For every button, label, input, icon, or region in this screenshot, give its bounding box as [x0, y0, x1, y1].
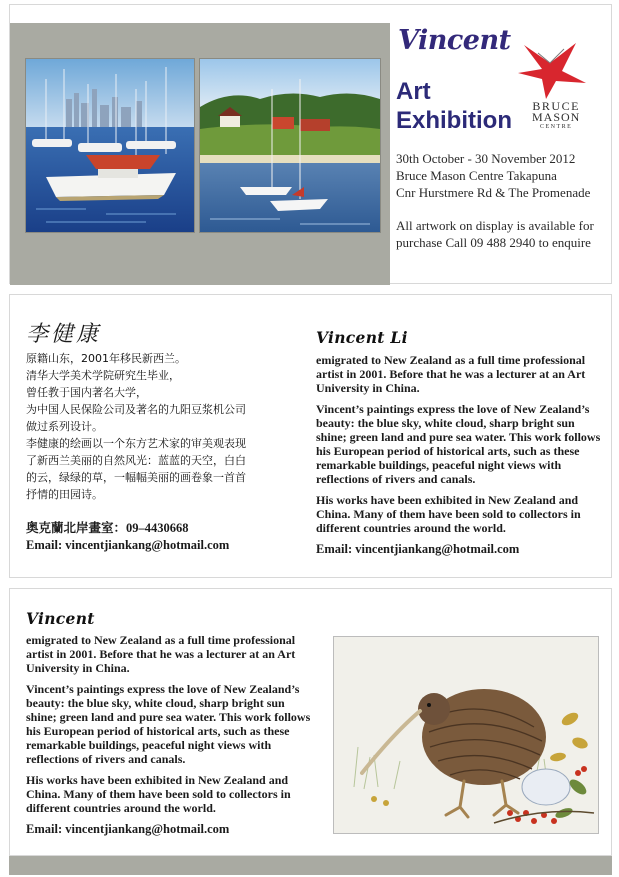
- event-address: Cnr Hurstmere Rd & The Promenade: [396, 185, 591, 200]
- kiwi-painting-image: [334, 637, 598, 833]
- bottom-bio-paragraph: Vincent’s paintings express the love of New Zealand’s beauty: the blue sky, white cloud, sharp bright sun shine; green land and pure sea water. This work follows his European period of historical arts, such as these remarkable buildings, peaceful night views with reflections of rivers and canals.: [26, 682, 311, 766]
- event-dates: 30th October - 30 November 2012: [396, 151, 576, 166]
- chinese-bio-line: 清华大学美术学院研究生毕业，: [26, 369, 180, 382]
- bio-card-bilingual: [9, 294, 612, 578]
- exhibition-header-card: [9, 4, 612, 284]
- chinese-bio-line: 做过系列设计。: [26, 420, 103, 433]
- english-name: Vincent Li: [316, 328, 408, 347]
- title-line-art: Art: [396, 78, 431, 105]
- english-bio-paragraph: His works have been exhibited in New Zealand and China. Many of them have been sold to collectors in different countries around the world.: [316, 493, 581, 535]
- chinese-bio-line: 了新西兰美丽的自然风光：蓝蓝的天空，白白: [26, 454, 246, 467]
- english-bio-paragraph: Vincent’s paintings express the love of New Zealand’s beauty: the blue sky, white cloud, sharp bright sun shine; green land and pure sea water. This work follows his European period of historical arts, such as these remarkable buildings, peaceful night views with reflections of rivers and canals.: [316, 402, 601, 486]
- chinese-bio-line: 抒情的田园诗。: [26, 488, 103, 501]
- english-email[interactable]: Email: vincentjiankang@hotmail.com: [316, 542, 520, 556]
- red-star-icon: [516, 41, 588, 101]
- bottom-bio-paragraph: emigrated to New Zealand as a full time professional artist in 2001. Before that he was a lecturer at an Art University in China.: [26, 633, 296, 675]
- venue-logo-line3: CENTRE: [540, 124, 573, 130]
- chinese-bio: [26, 350, 309, 503]
- event-venue: Bruce Mason Centre Takapuna: [396, 168, 557, 183]
- bottom-bio-paragraph: His works have been exhibited in New Zealand and China. Many of them have been sold to collectors in different countries around the world.: [26, 773, 291, 815]
- title-line-exhibition: Exhibition: [396, 107, 512, 134]
- bottom-bio: [26, 633, 318, 843]
- chinese-contact: [26, 520, 309, 554]
- availability-note: All artwork on display is available for purchase Call 09 488 2940 to enquire: [396, 218, 594, 250]
- chinese-name: 李健康: [26, 322, 102, 347]
- chinese-email[interactable]: Email: vincentjiankang@hotmail.com: [26, 538, 230, 552]
- english-bio-paragraph: emigrated to New Zealand as a full time professional artist in 2001. Before that he was a lecturer at an Art University in China.: [316, 353, 586, 395]
- bay-painting-image: [200, 59, 380, 232]
- event-details: [396, 150, 611, 201]
- chinese-bio-line: 为中国人民保险公司及著名的九阳豆浆机公司: [26, 403, 246, 416]
- bio-card-kiwi: [9, 588, 612, 856]
- marina-painting-image: [26, 59, 194, 232]
- bottom-email[interactable]: Email: vincentjiankang@hotmail.com: [26, 822, 230, 836]
- marina-painting: [26, 59, 194, 232]
- kiwi-painting: [334, 637, 598, 833]
- chinese-bio-line: 曾任教于国内著名大学，: [26, 386, 147, 399]
- studio-phone: 奥克蘭北岸畫室：09–4430668: [26, 521, 189, 535]
- chinese-bio-line: 李健康的绘画以一个东方艺术家的审美观表现: [26, 437, 246, 450]
- bottom-name: Vincent: [26, 609, 95, 628]
- footer-band: [9, 856, 612, 875]
- exhibition-title: [396, 77, 512, 135]
- brand-logo: Vincent: [398, 25, 511, 56]
- chinese-bio-line: 的云，绿绿的草，一幅幅美丽的画卷象一首首: [26, 471, 246, 484]
- chinese-bio-line: 原籍山东，2001年移民新西兰。: [26, 352, 186, 365]
- bruce-mason-centre-logo: [532, 101, 580, 131]
- venue-logo-line2: MASON: [532, 110, 581, 124]
- venue-logo-line1: BRUCE: [532, 99, 580, 113]
- english-bio: [316, 353, 606, 563]
- bay-painting: [200, 59, 380, 232]
